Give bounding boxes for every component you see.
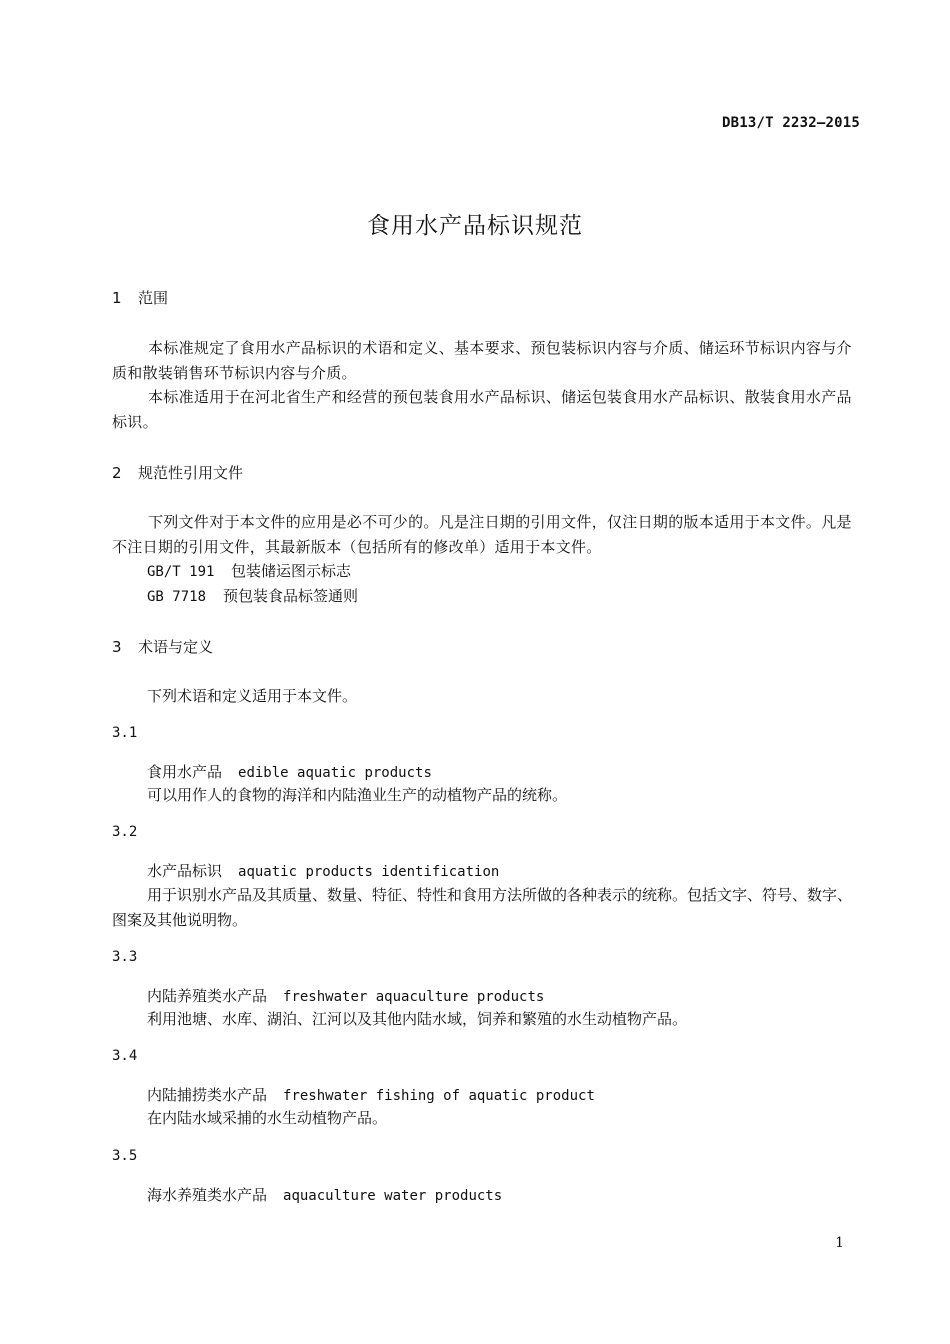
reference-name: 预包装食品标签通则 xyxy=(223,587,359,605)
term-heading xyxy=(147,1184,502,1205)
term-number: 3.2 xyxy=(112,824,138,840)
term-number: 3.3 xyxy=(112,949,138,965)
term-heading xyxy=(147,985,544,1006)
term-number: 3.4 xyxy=(112,1048,138,1064)
reference-code: GB 7718 xyxy=(147,589,207,605)
page-number: 1 xyxy=(835,1235,844,1251)
section-title: 术语与定义 xyxy=(138,638,214,656)
term-definition: 利用池塘、水库、湖泊、江河以及其他内陆水域，饲养和繁殖的水生动植物产品。 xyxy=(147,1010,688,1028)
term-heading xyxy=(147,1084,595,1105)
section-number: 1 xyxy=(112,289,122,307)
term-definition: 用于识别水产品及其质量、数量、特征、特性和食用方法所做的各种表示的统称。包括文字、符号、数字、图案及其他说明物。 xyxy=(112,886,853,929)
term-en: aquatic products identification xyxy=(238,864,500,880)
section-2-paragraph: 下列文件对于本文件的应用是必不可少的。凡是注日期的引用文件，仅注日期的版本适用于本文件。凡是不注日期的引用文件，其最新版本（包括所有的修改单）适用于本文件。 xyxy=(112,513,852,556)
term-zh: 海水养殖类水产品 xyxy=(147,1186,268,1204)
term-en: aquaculture water products xyxy=(283,1188,503,1204)
term-number: 3.5 xyxy=(112,1148,138,1164)
section-1-paragraph: 本标准适用于在河北省生产和经营的预包装食用水产品标识、储运包装食用水产品标识、散装食用水产品标识。 xyxy=(112,388,852,431)
standard-code: DB13/T 2232—2015 xyxy=(721,115,860,131)
reference-item xyxy=(147,584,358,610)
term-zh: 内陆捕捞类水产品 xyxy=(147,1086,268,1104)
section-1-heading xyxy=(112,287,168,308)
section-3-intro: 下列术语和定义适用于本文件。 xyxy=(147,687,358,705)
term-number: 3.1 xyxy=(112,725,138,741)
term-heading xyxy=(147,761,432,782)
section-1-paragraph: 本标准规定了食用水产品标识的术语和定义、基本要求、预包装标识内容与介质、储运环节标识内容与介质和散装销售环节标识内容与介质。 xyxy=(112,339,852,382)
term-en: edible aquatic products xyxy=(238,765,432,781)
section-number: 2 xyxy=(112,464,122,482)
term-definition: 可以用作人的食物的海洋和内陆渔业生产的动植物产品的统称。 xyxy=(147,786,568,804)
document-title: 食用水产品标识规范 xyxy=(367,213,583,239)
reference-code: GB/T 191 xyxy=(147,564,215,580)
term-zh: 食用水产品 xyxy=(147,763,223,781)
term-en: freshwater aquaculture products xyxy=(283,989,545,1005)
term-en: freshwater fishing of aquatic product xyxy=(283,1088,595,1104)
section-2-heading xyxy=(112,462,243,483)
section-title: 规范性引用文件 xyxy=(138,464,244,482)
term-zh: 内陆养殖类水产品 xyxy=(147,987,268,1005)
reference-name: 包装储运图示标志 xyxy=(231,562,352,580)
reference-item xyxy=(147,559,351,585)
term-definition: 在内陆水域采捕的水生动植物产品。 xyxy=(147,1109,388,1127)
term-heading xyxy=(147,860,499,881)
section-3-heading xyxy=(112,636,213,657)
section-title: 范围 xyxy=(138,289,169,307)
section-number: 3 xyxy=(112,638,122,656)
term-zh: 水产品标识 xyxy=(147,862,223,880)
